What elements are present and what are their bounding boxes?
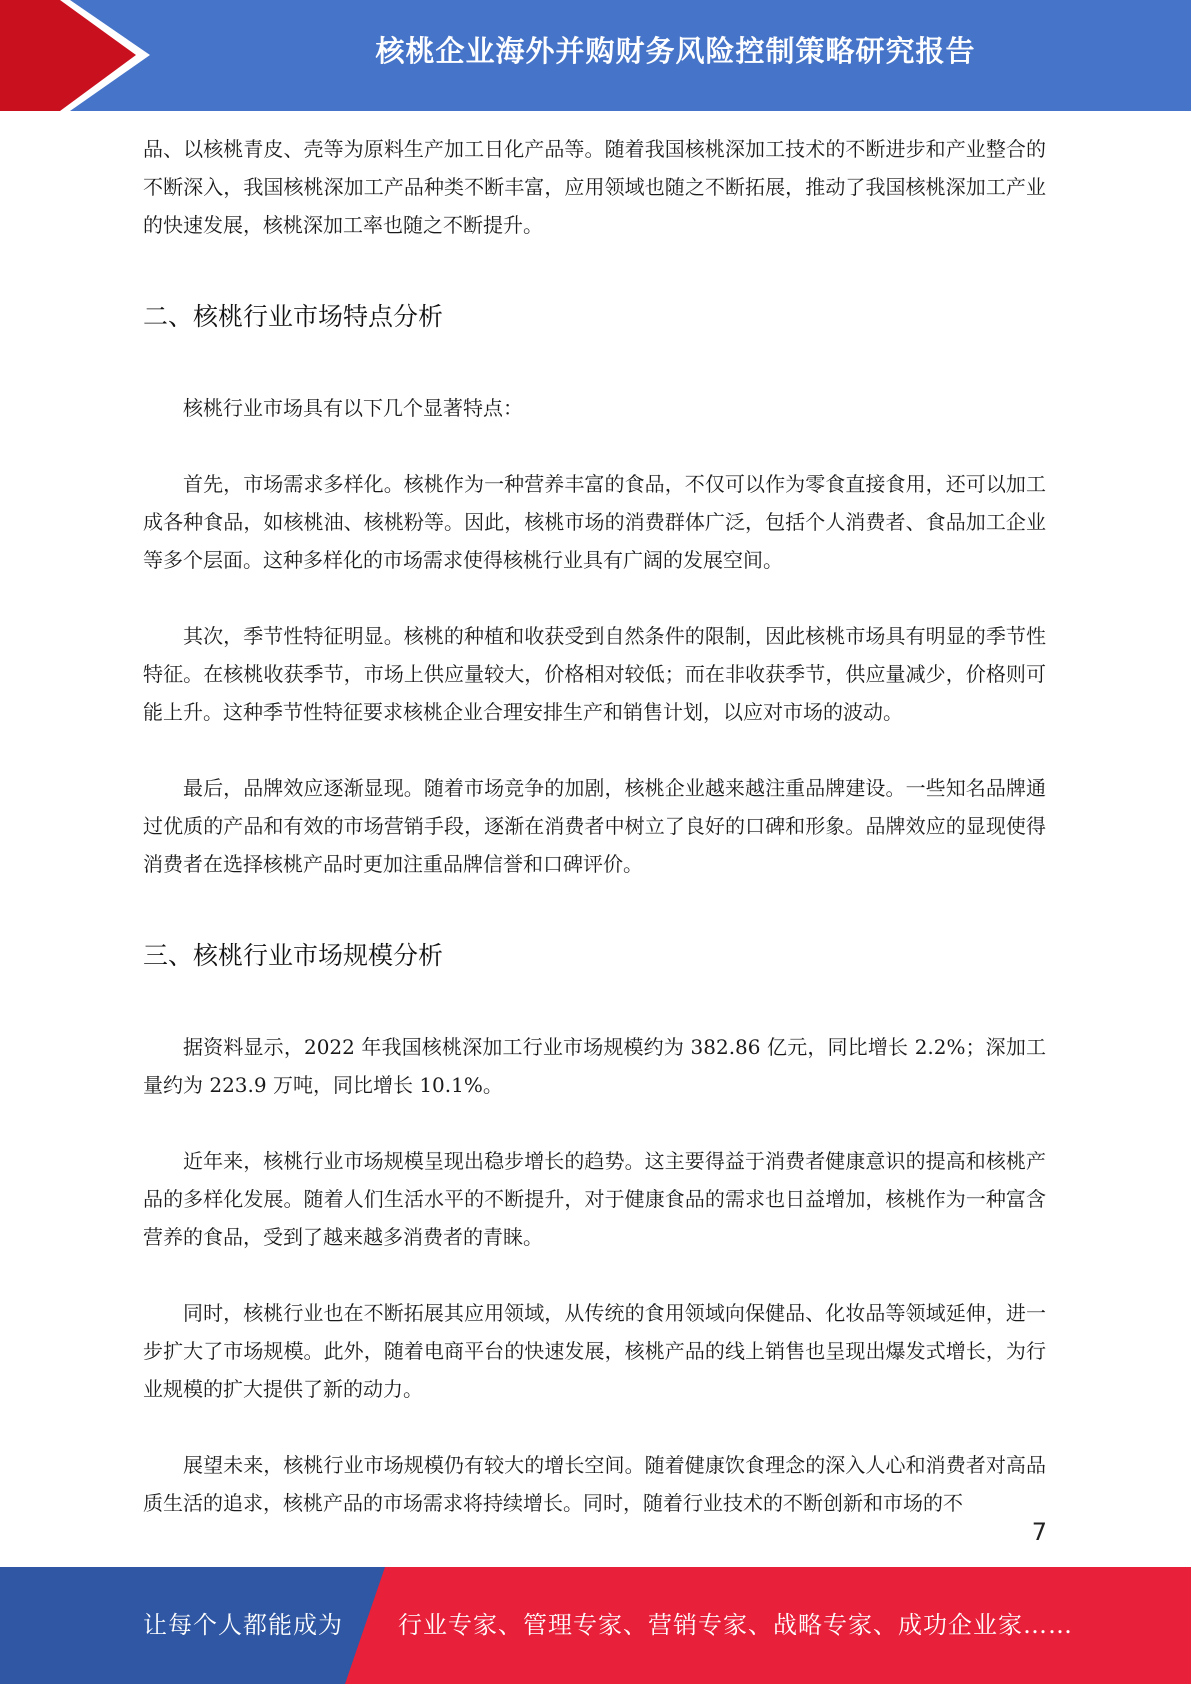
section-3-paragraph: 近年来，核桃行业市场规模呈现出稳步增长的趋势。这主要得益于消费者健康意识的提高和核桃产品的多样化发展。随着人们生活水平的不断提升，对于健康食品的需求也日益增加，核桃作为一种富含营养的食品，受到了越来越多消费者的青睐。 [143, 1149, 1046, 1249]
section-3-paragraph: 展望未来，核桃行业市场规模仍有较大的增长空间。随着健康饮食理念的深入人心和消费者对高品质生活的追求，核桃产品的市场需求将持续增长。同时，随着行业技术的不断创新和市场的不 [143, 1453, 1046, 1515]
section-2-heading: 二、核桃行业市场特点分析 [143, 302, 444, 331]
page-footer [0, 1567, 1191, 1684]
footer-slogan-right: 行业专家、管理专家、营销专家、战略专家、成功企业家…… [398, 1611, 1073, 1639]
header-arrow-decoration [0, 0, 160, 111]
section-2-paragraph: 其次，季节性特征明显。核桃的种植和收获受到自然条件的限制，因此核桃市场具有明显的季节性特征。在核桃收获季节，市场上供应量较大，价格相对较低；而在非收获季节，供应量减少，价格则可能上升。这种季节性特征要求核桃企业合理安排生产和销售计划，以应对市场的波动。 [143, 624, 1046, 724]
section-3-paragraph: 据资料显示，2022 年我国核桃深加工行业市场规模约为 382.86 亿元，同比增长 2.2%；深加工量约为 223.9 万吨，同比增长 10.1%。 [143, 1035, 1046, 1097]
footer-slogan-left: 让每个人都能成为 [143, 1611, 343, 1639]
section-2-paragraph: 首先，市场需求多样化。核桃作为一种营养丰富的食品，不仅可以作为零食直接食用，还可以加工成各种食品，如核桃油、核桃粉等。因此，核桃市场的消费群体广泛，包括个人消费者、食品加工企业等多个层面。这种多样化的市场需求使得核桃行业具有广阔的发展空间。 [143, 472, 1046, 572]
section-2-paragraph: 核桃行业市场具有以下几个显著特点： [183, 396, 523, 420]
report-title: 核桃企业海外并购财务风险控制策略研究报告 [375, 34, 976, 68]
page-header [0, 0, 1191, 111]
section-2-paragraph: 最后，品牌效应逐渐显现。随着市场竞争的加剧，核桃企业越来越注重品牌建设。一些知名品牌通过优质的产品和有效的市场营销手段，逐渐在消费者中树立了良好的口碑和形象。品牌效应的显现使得消费者在选择核桃产品时更加注重品牌信誉和口碑评价。 [143, 776, 1046, 876]
section-3-paragraph: 同时，核桃行业也在不断拓展其应用领域，从传统的食用领域向保健品、化妆品等领域延伸，进一步扩大了市场规模。此外，随着电商平台的快速发展，核桃产品的线上销售也呈现出爆发式增长，为行业规模的扩大提供了新的动力。 [143, 1301, 1046, 1401]
section-3-heading: 三、核桃行业市场规模分析 [143, 941, 444, 970]
intro-paragraph: 品、以核桃青皮、壳等为原料生产加工日化产品等。随着我国核桃深加工技术的不断进步和产业整合的不断深入，我国核桃深加工产品种类不断丰富，应用领域也随之不断拓展，推动了我国核桃深加工产业的快速发展，核桃深加工率也随之不断提升。 [143, 137, 1046, 237]
page-content [143, 130, 1046, 1522]
page-number: 7 [1031, 1518, 1047, 1546]
